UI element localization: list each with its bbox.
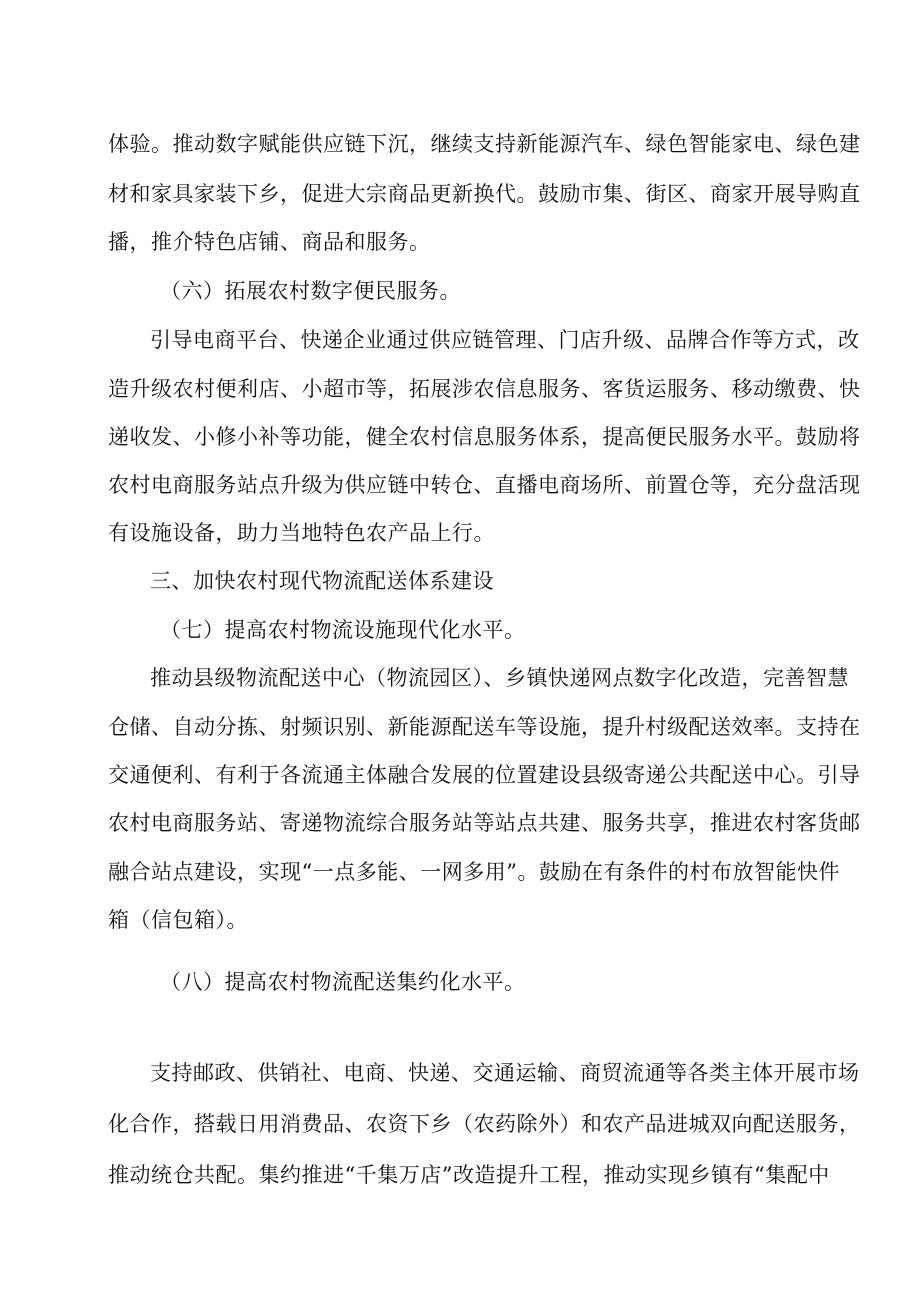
paragraph-line: 体验。推动数字赋能供应链下沉，继续支持新能源汽车、绿色智能家电、绿色建	[108, 132, 861, 156]
paragraph-line: 递收发、小修小补等功能，健全农村信息服务体系，提高便民服务水平。鼓励将	[108, 425, 861, 449]
paragraph-line: 推动县级物流配送中心（物流园区）、乡镇快递网点数字化改造，完善智慧	[150, 666, 849, 690]
paragraph-line: 交通便利、有利于各流通主体融合发展的位置建设县级寄递公共配送中心。引导	[108, 763, 861, 787]
paragraph-line: 有设施设备，助力当地特色农产品上行。	[108, 521, 495, 545]
paragraph-line: 化合作，搭载日用消费品、农资下乡（农药除外）和农产品进城双向配送服务，	[108, 1112, 861, 1136]
subsection-heading: （八）提高农村物流配送集约化水平。	[160, 970, 526, 994]
paragraph-line: 箱（信包箱）。	[108, 908, 248, 932]
section-heading: 三、加快农村现代物流配送体系建设	[150, 569, 494, 593]
paragraph-line: 仓储、自动分拣、射频识别、新能源配送车等设施，提升村级配送效率。支持在	[108, 715, 861, 739]
subsection-heading: （六）拓展农村数字便民服务。	[160, 279, 461, 303]
subsection-heading: （七）提高农村物流设施现代化水平。	[160, 618, 526, 642]
paragraph-line: 造升级农村便利店、小超市等，拓展涉农信息服务、客货运服务、移动缴费、快	[108, 377, 861, 401]
paragraph-line: 融合站点建设，实现“一点多能、一网多用”。鼓励在有条件的村布放智能快件	[108, 860, 840, 884]
paragraph-line: 支持邮政、供销社、电商、快递、交通运输、商贸流通等各类主体开展市场	[150, 1061, 860, 1085]
paragraph-line: 推动统仓共配。集约推进“千集万店”改造提升工程，推动实现乡镇有“集配中	[108, 1163, 830, 1187]
paragraph-line: 农村电商服务站点升级为供应链中转仓、直播电商场所、前置仓等，充分盘活现	[108, 473, 861, 497]
paragraph-line: 引导电商平台、快递企业通过供应链管理、门店升级、品牌合作等方式，改	[150, 328, 860, 352]
paragraph-line: 材和家具家装下乡，促进大宗商品更新换代。鼓励市集、街区、商家开展导购直	[108, 182, 861, 206]
paragraph-line: 农村电商服务站、寄递物流综合服务站等站点共建、服务共享，推进农村客货邮	[108, 811, 861, 835]
paragraph-line: 播，推介特色店铺、商品和服务。	[108, 230, 431, 254]
